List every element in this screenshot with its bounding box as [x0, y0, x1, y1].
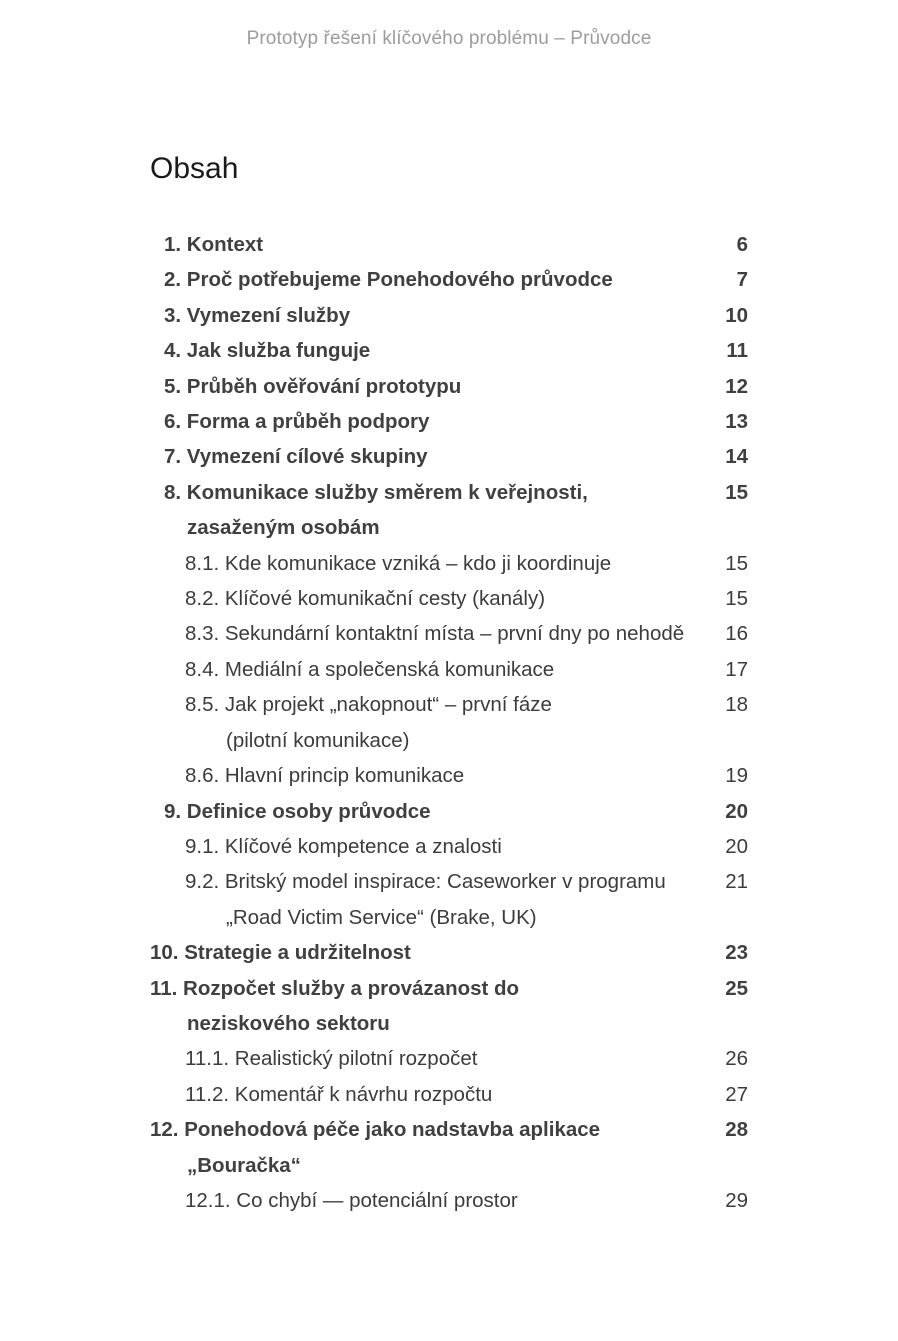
toc-entry-label: 9.1. Klíčové kompetence a znalosti	[185, 834, 502, 858]
toc-entry-label: 11.2. Komentář k návrhu rozpočtu	[185, 1082, 493, 1106]
toc-entry-8[interactable]	[0, 475, 898, 546]
toc-entry-page: 18	[725, 693, 748, 717]
toc-entry-label: 7. Vymezení cílové skupiny	[164, 445, 428, 469]
toc-entry-label: 8.3. Sekundární kontaktní místa – první dny po nehodě	[185, 622, 685, 646]
toc-entry-label: 8.5. Jak projekt „nakopnout“ – první fáze	[185, 693, 552, 717]
toc-entry-label: 2. Proč potřebujeme Ponehodového průvodce	[164, 268, 613, 292]
toc-entry-1[interactable]	[0, 227, 898, 262]
toc-entry-6[interactable]	[0, 404, 898, 439]
toc-entry-page: 19	[725, 764, 748, 788]
toc-entry-label: 4. Jak služba funguje	[164, 339, 371, 363]
toc-entry-page: 15	[725, 480, 748, 504]
toc-entry-label: 8.1. Kde komunikace vzniká – kdo ji koordinuje	[185, 551, 612, 575]
toc-entry-page: 28	[725, 1118, 748, 1142]
toc-entry-label: 11. Rozpočet služby a provázanost do	[150, 976, 520, 1000]
running-header: Prototyp řešení klíčového problému – Průvodce	[246, 28, 652, 49]
toc-entry-9-1[interactable]	[0, 829, 898, 864]
toc-entry-10[interactable]	[0, 935, 898, 970]
toc-entry-2[interactable]	[0, 262, 898, 297]
toc-entry-12[interactable]	[0, 1112, 898, 1183]
toc-entry-label: 9. Definice osoby průvodce	[164, 799, 431, 823]
toc-entry-label: 10. Strategie a udržitelnost	[150, 941, 411, 965]
table-of-contents	[0, 227, 898, 1218]
toc-entry-page: 27	[725, 1082, 748, 1106]
toc-entry-12-1[interactable]	[0, 1183, 898, 1218]
toc-title: Obsah	[150, 152, 239, 185]
toc-entry-label: 8. Komunikace služby směrem k veřejnosti,	[164, 480, 588, 504]
toc-entry-5[interactable]	[0, 369, 898, 404]
toc-entry-label: 3. Vymezení služby	[164, 303, 351, 327]
toc-entry-3[interactable]	[0, 298, 898, 333]
toc-entry-label: 5. Průběh ověřování prototypu	[164, 374, 462, 398]
toc-entry-page: 21	[725, 870, 748, 894]
toc-entry-label-continuation: neziskového sektoru	[187, 1011, 390, 1035]
toc-entry-page: 11	[726, 339, 748, 363]
toc-entry-7[interactable]	[0, 439, 898, 474]
toc-entry-page: 23	[725, 941, 748, 965]
toc-entry-page: 6	[736, 233, 748, 256]
toc-entry-label-continuation: „Bouračka“	[187, 1153, 301, 1177]
toc-entry-label: 1. Kontext	[164, 233, 264, 256]
toc-entry-label-continuation: zasaženým osobám	[187, 516, 380, 540]
toc-entry-page: 7	[736, 268, 748, 292]
toc-entry-page: 26	[725, 1047, 748, 1071]
toc-entry-8-1[interactable]	[0, 546, 898, 581]
toc-entry-page: 14	[725, 445, 748, 469]
toc-entry-page: 20	[725, 834, 748, 858]
toc-entry-label: 6. Forma a průběh podpory	[164, 410, 430, 434]
toc-entry-8-5[interactable]	[0, 687, 898, 758]
toc-entry-8-3[interactable]	[0, 616, 898, 651]
toc-entry-page: 15	[725, 587, 748, 611]
toc-entry-8-4[interactable]	[0, 652, 898, 687]
toc-entry-8-2[interactable]	[0, 581, 898, 616]
toc-entry-page: 17	[725, 657, 748, 681]
toc-entry-label: 8.6. Hlavní princip komunikace	[185, 764, 465, 788]
toc-entry-label-continuation: (pilotní komunikace)	[226, 728, 410, 752]
toc-entry-page: 12	[725, 374, 748, 398]
toc-entry-11-1[interactable]	[0, 1041, 898, 1076]
toc-entry-11-2[interactable]	[0, 1077, 898, 1112]
toc-entry-page: 16	[725, 622, 748, 646]
toc-entry-page: 25	[725, 976, 748, 1000]
toc-entry-9-2[interactable]	[0, 864, 898, 935]
toc-entry-page: 29	[725, 1188, 748, 1212]
toc-entry-page: 20	[725, 799, 748, 823]
toc-entry-label: 11.1. Realistický pilotní rozpočet	[185, 1047, 478, 1071]
toc-entry-8-6[interactable]	[0, 758, 898, 793]
toc-entry-label: 8.4. Mediální a společenská komunikace	[185, 657, 555, 681]
toc-entry-label: 12. Ponehodová péče jako nadstavba aplikace	[150, 1118, 601, 1142]
toc-entry-4[interactable]	[0, 333, 898, 368]
toc-entry-page: 13	[725, 410, 748, 434]
toc-entry-page: 10	[725, 303, 748, 327]
toc-entry-label: 9.2. Britský model inspirace: Caseworker v programu	[185, 870, 666, 894]
toc-entry-label: 8.2. Klíčové komunikační cesty (kanály)	[185, 587, 546, 611]
toc-entry-label-continuation: „Road Victim Service“ (Brake, UK)	[226, 905, 537, 929]
toc-entry-9[interactable]	[0, 794, 898, 829]
toc-entry-page: 15	[725, 551, 748, 575]
toc-entry-label: 12.1. Co chybí — potenciální prostor	[185, 1188, 518, 1212]
toc-entry-11[interactable]	[0, 971, 898, 1042]
